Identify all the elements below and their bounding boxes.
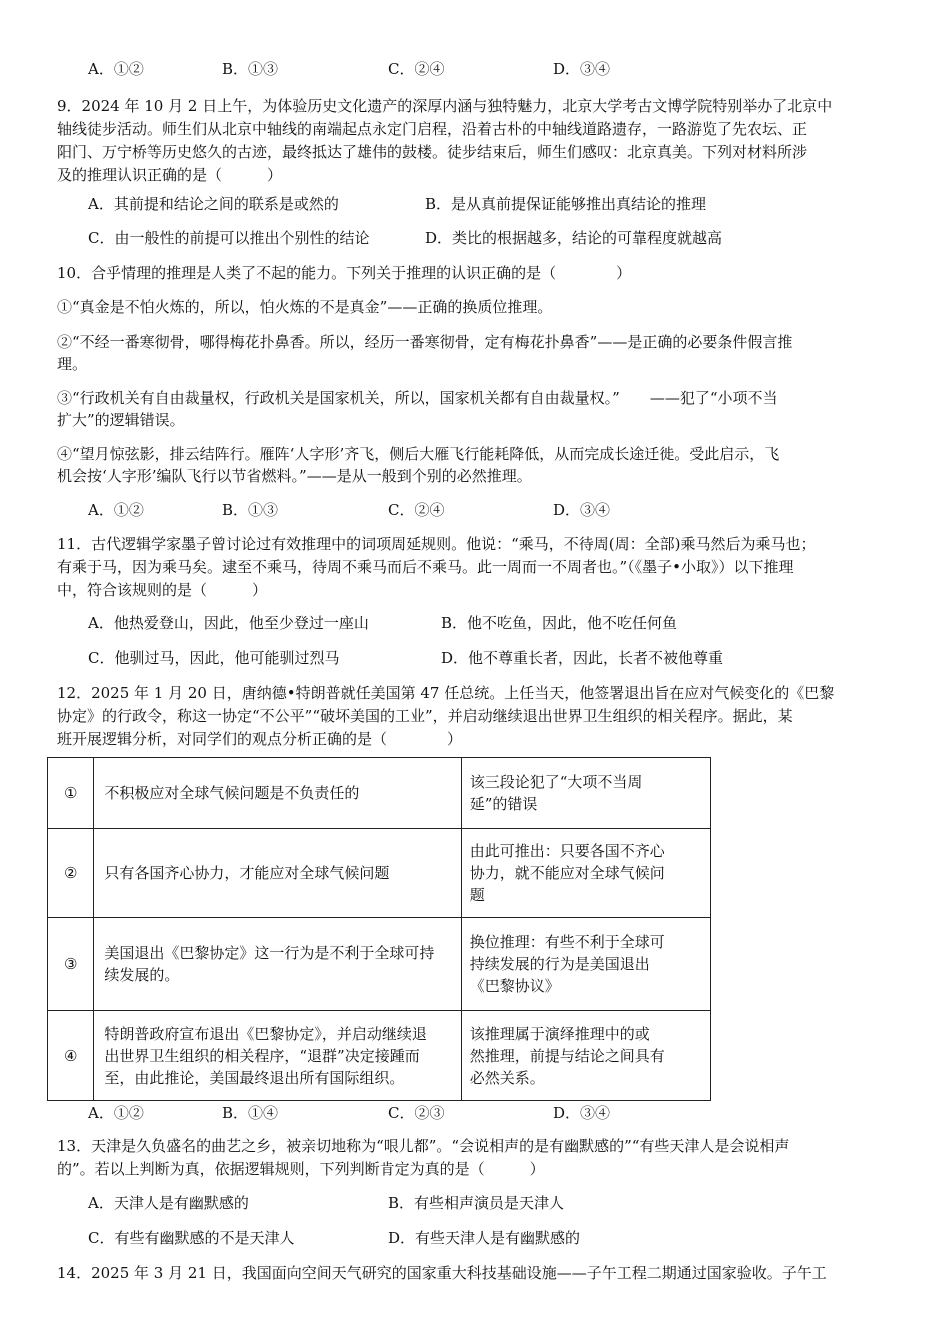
student-view	[94, 829, 461, 918]
view-line: 至，由此推论，美国最终退出所有国际组织。	[104, 1068, 405, 1087]
q11-option-c: C．他驯过马，因此，他可能驯过烈马	[88, 649, 340, 667]
analysis-line: 必然关系。	[469, 1068, 545, 1087]
q12-stem-line: 12．2025 年 1 月 20 日，唐纳德•特朗普就任美国第 47 任总统。上任当天，他签署退出旨在应对气候变化的《巴黎	[57, 684, 835, 702]
view-line: 续发展的。	[104, 966, 180, 984]
q9-option-d: D．类比的根据越多，结论的可靠程度就越高	[425, 229, 723, 247]
q10-item-1: ①“真金是不怕火炼的，所以，怕火炼的不是真金”——正确的换质位推理。	[57, 298, 553, 316]
row-number: ④	[48, 1011, 94, 1101]
view-line: 出世界卫生组织的相关程序，“退群”决定接踵而	[104, 1046, 420, 1065]
q10-option-c: C．②④	[388, 501, 445, 519]
q12-option-b: B．①④	[222, 1104, 279, 1122]
view-line: 不积极应对全球气候问题是不负责任的	[104, 784, 360, 802]
analysis	[461, 829, 710, 918]
analysis-line: 该三段论犯了“大项不当周	[469, 773, 643, 791]
q12-option-c: C．②③	[388, 1104, 445, 1122]
q11-stem-line: 11．古代逻辑学家墨子曾讨论过有效推理中的词项周延规则。他说：“乘马，不待周(周：全部)乘马然后为乘马也；	[57, 535, 816, 553]
table-row	[48, 829, 711, 918]
q8-option-c: C．②④	[388, 60, 445, 78]
q10-item-3-cont: 扩大”的逻辑错误。	[57, 411, 185, 429]
analysis-line: 延”的错误	[469, 795, 538, 813]
q8-option-d: D．③④	[553, 60, 611, 78]
analysis	[461, 1011, 710, 1101]
analysis-line: 《巴黎协议》	[469, 977, 560, 995]
q10-item-3: ③“行政机关有自由裁量权，行政机关是国家机关，所以，国家机关都有自由裁量权。” ——犯了“小项不当	[57, 389, 778, 407]
q10-option-a: A．①②	[88, 501, 144, 519]
q8-option-b: B．①③	[222, 60, 279, 78]
analysis-line: 持续发展的行为是美国退出	[469, 955, 650, 973]
q12-option-a: A．①②	[88, 1104, 144, 1122]
table-row	[48, 758, 711, 829]
q12-option-d: D．③④	[553, 1104, 611, 1122]
q12-stem-line: 协定》的行政令，称这一协定“不公平”“破坏美国的工业”，并启动继续退出世界卫生组织的相关程序。据此，某	[57, 707, 793, 725]
student-view	[94, 758, 461, 829]
q13-option-b: B．有些相声演员是天津人	[388, 1194, 565, 1212]
q13-stem-line: 13．天津是久负盛名的曲艺之乡，被亲切地称为“哏儿都”。“会说相声的是有幽默感的”“有些天津人是会说相声	[57, 1137, 790, 1155]
q12-stem-line: 班开展逻辑分析，对同学们的观点分析正确的是（ ）	[57, 730, 463, 748]
q12-analysis-table	[47, 757, 711, 1101]
q10-item-4: ④“望月惊弦影，排云结阵行。雁阵‘人字形’齐飞，侧后大雁飞行能耗降低，从而完成长途迁徙。受此启示，飞	[57, 445, 780, 463]
q10-stem: 10．合乎情理的推理是人类了不起的能力。下列关于推理的认识正确的是（ ）	[57, 264, 632, 282]
row-number: ②	[48, 829, 94, 918]
q14-stem-line: 14．2025 年 3 月 21 日，我国面向空间天气研究的国家重大科技基础设施——子午工程二期通过国家验收。子午工	[57, 1264, 827, 1282]
analysis-line: 换位推理：有些不利于全球可	[469, 933, 665, 951]
q10-option-d: D．③④	[553, 501, 611, 519]
view-line: 特朗普政府宣布退出《巴黎协定》，并启动继续退	[104, 1024, 427, 1043]
view-line: 美国退出《巴黎协定》这一行为是不利于全球可持	[104, 944, 435, 962]
q9-option-c: C．由一般性的前提可以推出个别性的结论	[88, 229, 370, 247]
q9-option-a: A．其前提和结论之间的联系是或然的	[88, 195, 339, 213]
analysis-line: 由此可推出：只要各国不齐心	[469, 842, 665, 860]
q9-stem-line: 及的推理认识正确的是（ ）	[57, 166, 283, 184]
q13-option-c: C．有些有幽默感的不是天津人	[88, 1229, 295, 1247]
q13-option-d: D．有些天津人是有幽默感的	[388, 1229, 581, 1247]
row-number: ③	[48, 918, 94, 1011]
q11-stem-line: 有乘于马，因为乘马矣。逮至不乘马，待周不乘马而后不乘马。此一周而一不周者也。”（《墨子•小取》）以下推理	[57, 558, 794, 576]
analysis-line: 题	[469, 886, 485, 904]
analysis	[461, 758, 710, 829]
q10-item-4-cont: 机会按‘人字形’编队飞行以节省燃料。”——是从一般到个别的必然推理。	[57, 467, 532, 485]
q11-option-a: A．他热爱登山，因此，他至少登过一座山	[88, 614, 369, 632]
q11-option-d: D．他不尊重长者，因此，长者不被他尊重	[441, 649, 724, 667]
q9-stem-line: 阳门、万宁桥等历史悠久的古迹，最终抵达了雄伟的鼓楼。徒步结束后，师生们感叹：北京真美。下列对材料所涉	[57, 143, 808, 161]
analysis	[461, 918, 710, 1011]
q11-stem-line: 中，符合该规则的是（ ）	[57, 581, 268, 599]
analysis-line: 该推理属于演绎推理中的或	[469, 1024, 650, 1043]
q10-item-2: ②“不经一番寒彻骨，哪得梅花扑鼻香。所以，经历一番寒彻骨，定有梅花扑鼻香”——是正确的必要条件假言推	[57, 333, 793, 351]
analysis-line: 然推理，前提与结论之间具有	[469, 1046, 665, 1065]
view-line: 只有各国齐心协力，才能应对全球气候问题	[104, 864, 390, 882]
q10-item-2-cont: 理。	[57, 355, 88, 373]
q11-option-b: B．他不吃鱼，因此，他不吃任何鱼	[441, 614, 678, 632]
row-number: ①	[48, 758, 94, 829]
q8-option-a: A．①②	[88, 60, 144, 78]
q10-option-b: B．①③	[222, 501, 279, 519]
q9-stem-line: 9．2024 年 10 月 2 日上午，为体验历史文化遗产的深厚内涵与独特魅力，北京大学考古文博学院特别举办了北京中	[57, 97, 833, 115]
student-view	[94, 918, 461, 1011]
q13-stem-line: 的”。若以上判断为真，依据逻辑规则，下列判断肯定为真的是（ ）	[57, 1160, 545, 1178]
student-view	[94, 1011, 461, 1101]
q9-option-b: B．是从真前提保证能够推出真结论的推理	[425, 195, 707, 213]
table-row	[48, 1011, 711, 1101]
q13-option-a: A．天津人是有幽默感的	[88, 1194, 249, 1212]
q9-stem-line: 轴线徒步活动。师生们从北京中轴线的南端起点永定门启程，沿着古朴的中轴线道路遗存，一路游览了先农坛、正	[57, 120, 808, 138]
analysis-line: 协力，就不能应对全球气候问	[469, 864, 665, 882]
table-row	[48, 918, 711, 1011]
